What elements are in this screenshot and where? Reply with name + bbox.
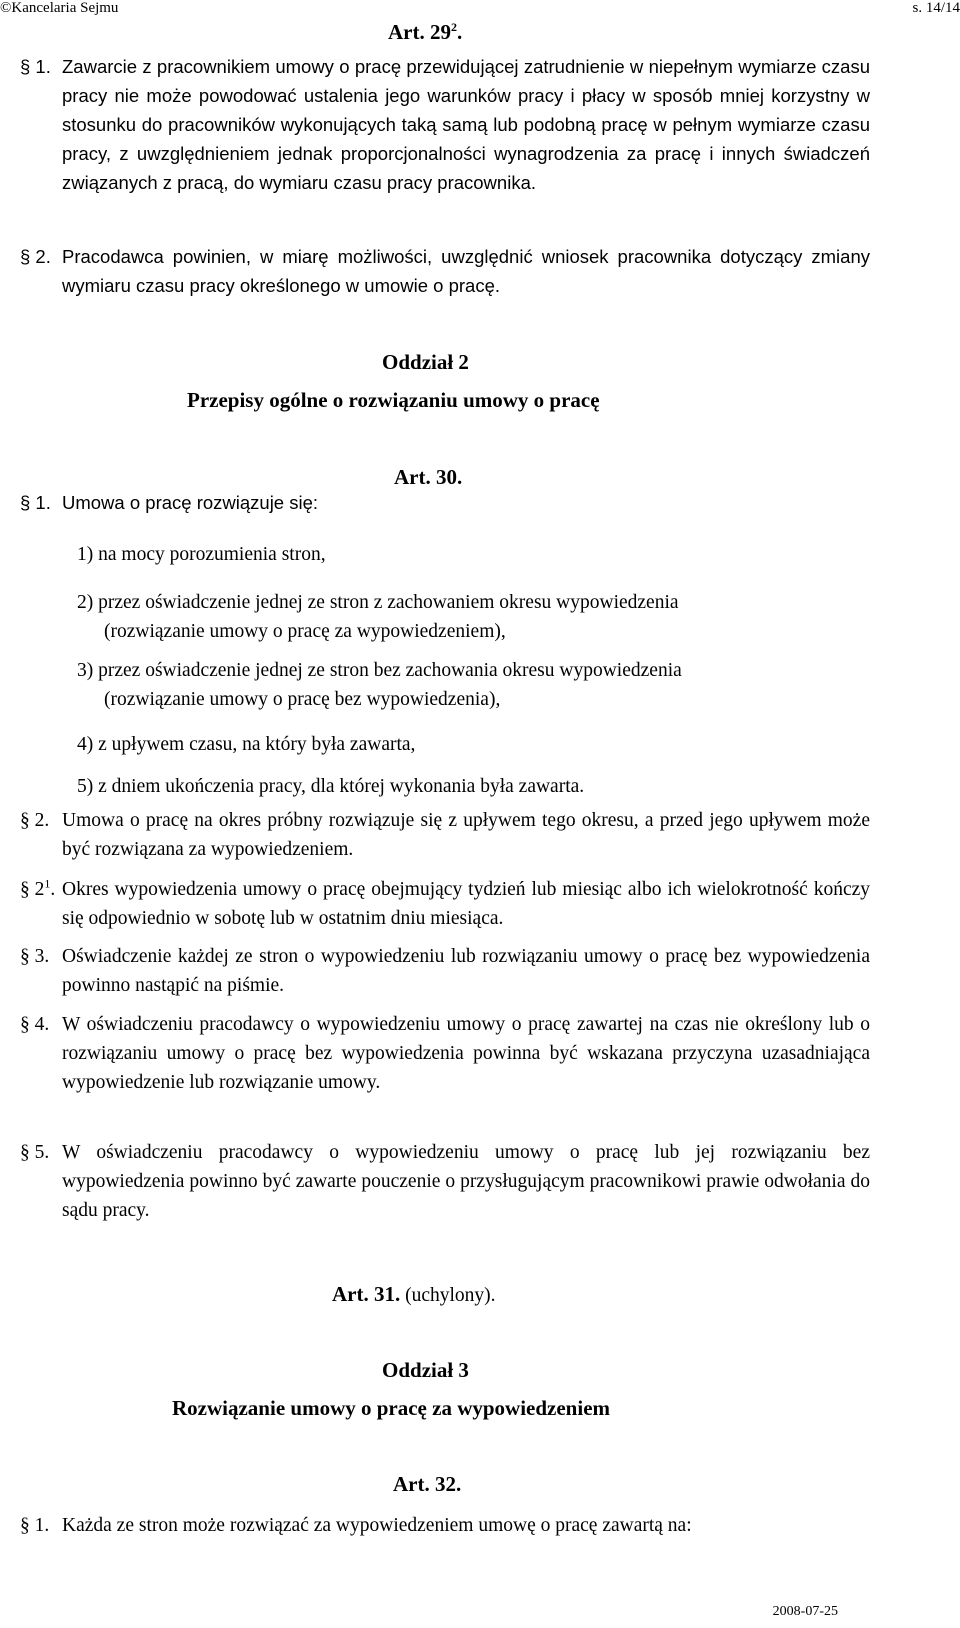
list-item-text: przez oświadczenie jednej ze stron z zachowaniem okresu wypowiedzenia	[98, 592, 679, 613]
list-item-text: przez oświadczenie jednej ze stron bez zachowania okresu wypowiedzenia	[98, 660, 682, 681]
art30-paragraph-5	[20, 1138, 870, 1225]
header-page-number: s. 14/14	[912, 0, 960, 16]
art30-paragraph-2-1	[20, 875, 870, 933]
paragraph-text: Umowa o pracę rozwiązuje się:	[62, 492, 319, 513]
paragraph-number: § 5.	[20, 1142, 50, 1163]
list-item-continuation: (rozwiązanie umowy o pracę za wypowiedzeniem),	[104, 621, 506, 642]
division-title-2: Przepisy ogólne o rozwiązaniu umowy o pracę	[187, 388, 600, 412]
art29-2-paragraph-2	[20, 242, 870, 300]
header-source: ©Kancelaria Sejmu	[0, 0, 119, 16]
paragraph-number: § 1.	[20, 492, 51, 513]
article-31-note: (uchylony).	[405, 1285, 496, 1306]
article-title-text: Art. 29	[388, 20, 451, 44]
paragraph-number: § 1.	[20, 1515, 50, 1536]
art30-paragraph-2	[20, 806, 870, 864]
article-title-31: Art. 31.	[332, 1282, 401, 1306]
list-item-text: z upływem czasu, na który była zawarta,	[98, 734, 416, 755]
article-31	[332, 1282, 496, 1307]
paragraph-number-superscript: 1	[44, 876, 51, 891]
paragraph-text: Każda ze stron może rozwiązać za wypowiedzeniem umowę o pracę zawartą na:	[62, 1515, 692, 1536]
paragraph-number-dot: .	[50, 879, 56, 900]
art30-list-item-5	[77, 772, 870, 801]
list-item-text: na mocy porozumienia stron,	[98, 544, 326, 565]
paragraph-number: § 3.	[20, 946, 50, 967]
paragraph-text: Oświadczenie każdej ze stron o wypowiedzeniu lub rozwiązaniu umowy o pracę bez wypowiedzenia powinno nastąpić na piśmie.	[62, 946, 870, 996]
division-title-3: Rozwiązanie umowy o pracę za wypowiedzeniem	[172, 1396, 611, 1420]
list-item-number: 2)	[77, 592, 94, 613]
list-item-number: 1)	[77, 544, 94, 565]
list-item-text: z dniem ukończenia pracy, dla której wykonania była zawarta.	[98, 776, 585, 797]
article-title-29-2	[388, 20, 462, 45]
article-title-superscript: 2	[450, 20, 457, 34]
list-item-number: 5)	[77, 776, 94, 797]
paragraph-number: § 2.	[20, 810, 50, 831]
art30-list-item-2	[77, 588, 870, 646]
paragraph-text: W oświadczeniu pracodawcy o wypowiedzeniu umowy o pracę lub jej rozwiązaniu bez wypowiedzenia powinno być zawarte pouczenie o przysługującym pracownikowi prawie odwołania do sądu pracy.	[62, 1142, 870, 1221]
list-item-number: 4)	[77, 734, 94, 755]
art29-2-paragraph-1	[20, 52, 870, 197]
article-title-dot: .	[456, 20, 463, 44]
division-label-3: Oddział 3	[382, 1358, 469, 1382]
paragraph-text: Pracodawca powinien, w miarę możliwości, uwzględnić wniosek pracownika dotyczący zmiany wymiaru czasu pracy określonego w umowie o pracę.	[62, 246, 870, 296]
art30-paragraph-1	[20, 488, 870, 517]
list-item-number: 3)	[77, 660, 94, 681]
paragraph-number: § 2.	[20, 246, 51, 267]
art30-paragraph-3	[20, 942, 870, 1000]
article-title-30: Art. 30.	[394, 465, 463, 489]
paragraph-number	[20, 875, 55, 904]
art30-list-item-4	[77, 730, 870, 759]
article-title-32: Art. 32.	[393, 1472, 462, 1496]
paragraph-text: Okres wypowiedzenia umowy o pracę obejmujący tydzień lub miesiąc albo ich wielokrotność kończy się odpowiednio w sobotę lub w ostatnim dniu miesiąca.	[62, 879, 870, 929]
art30-list-item-1	[77, 540, 870, 569]
art30-list-item-3	[77, 656, 870, 714]
footer-date: 2008-07-25	[772, 1604, 838, 1619]
paragraph-number: § 1.	[20, 56, 51, 77]
paragraph-text: W oświadczeniu pracodawcy o wypowiedzeniu umowy o pracę zawartej na czas nie określony lub o rozwiązaniu umowy o pracę bez wypowiedzenia powinna być wskazana przyczyna uzasadniająca wypowiedzenie lub rozwiązanie umowy.	[62, 1014, 870, 1093]
paragraph-number: § 4.	[20, 1014, 50, 1035]
art30-paragraph-4	[20, 1010, 870, 1097]
paragraph-text: Zawarcie z pracownikiem umowy o pracę przewidującej zatrudnienie w niepełnym wymiarze czasu pracy nie może powodować ustalenia jego warunków pracy i płacy w sposób mniej korzystny w stosunku do pracowników wykonujących taką samą lub podobną pracę w pełnym wymiarze czasu pracy, z uwzględnieniem jednak proporcjonalności wynagrodzenia za pracę i innych świadczeń związanych z pracą, do wymiaru czasu pracy pracownika.	[62, 56, 870, 193]
list-item-continuation: (rozwiązanie umowy o pracę bez wypowiedzenia),	[104, 689, 501, 710]
art32-paragraph-1	[20, 1511, 870, 1540]
paragraph-text: Umowa o pracę na okres próbny rozwiązuje się z upływem tego okresu, a przed jego upływem może być rozwiązana za wypowiedzeniem.	[62, 810, 870, 860]
paragraph-number-text: § 2	[20, 879, 45, 900]
division-label-2: Oddział 2	[382, 350, 469, 374]
